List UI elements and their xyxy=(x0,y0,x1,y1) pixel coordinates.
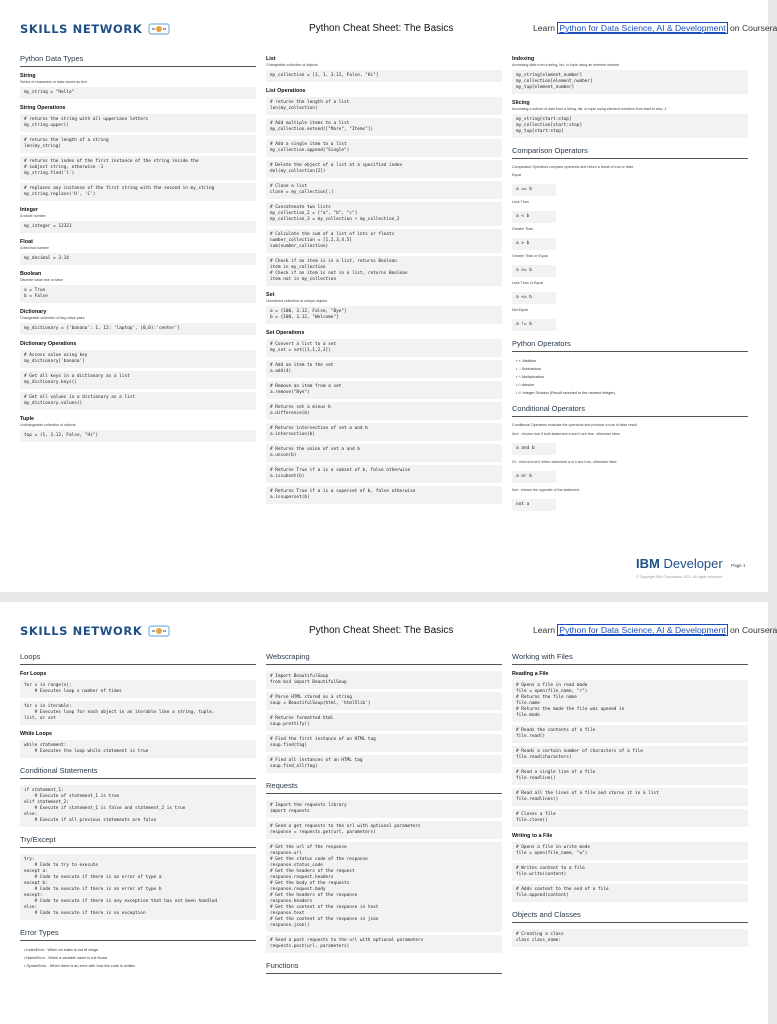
code-block: a <= b xyxy=(512,292,556,304)
column-indexing-operators xyxy=(512,54,748,511)
list-item: • *: Multiplication xyxy=(516,375,544,379)
subheading: For Loops xyxy=(20,671,47,677)
code-block: # Read a single line of a file file.readline() xyxy=(512,767,748,785)
code-block: # Add a single item to a list my_collection.append("Single") xyxy=(266,139,502,157)
cheat-sheet-page-2 xyxy=(0,602,777,1024)
list-item: • NameError - When a variable name is not found xyxy=(24,956,108,960)
section-title: Working with Files xyxy=(512,652,748,665)
python-operators-list xyxy=(512,358,748,396)
page-title: Python Cheat Sheet: The Basics xyxy=(309,23,454,34)
code-block: my_string = "Hello" xyxy=(20,87,256,99)
column-lists-sets xyxy=(266,54,502,504)
code-block: # Find the first instance of an HTML tag soup.find(tag) xyxy=(266,734,502,752)
subheading: Tuple xyxy=(20,416,34,422)
code-block: # Returns the union of set a and b a.union(b) xyxy=(266,444,502,462)
skills-network-logo[interactable] xyxy=(20,22,170,36)
subheading: Dictionary xyxy=(20,309,47,315)
code-block: # Parse HTML stored as a string soup = BeautifulSoup(html, 'html5lib') xyxy=(266,692,502,710)
description: Comparison Operators compare operands and return a result of true or false xyxy=(512,165,634,169)
code-block: # Returns True if a is a superset of b, false otherwise a.issuperset(b) xyxy=(266,486,502,504)
skills-network-logo[interactable] xyxy=(20,624,170,638)
code-block: # Send a get requests to the url with optional parameters response = requests.get(url, parameters) xyxy=(266,821,502,839)
subheading: Boolean xyxy=(20,271,42,277)
code-block: a != b xyxy=(512,319,556,331)
skills-network-icon xyxy=(148,22,170,36)
section-title: Error Types xyxy=(20,928,256,941)
subheading: Integer xyxy=(20,207,38,213)
code-block: # Clone a list clone = my_collection[:] xyxy=(266,181,502,199)
code-block: # Remove an item from a set a.remove("Bye") xyxy=(266,381,502,399)
page-number: Page 1 xyxy=(731,563,746,568)
code-block: tup = (1, 3.12, False, "Hi") xyxy=(20,430,256,442)
operator-label: And - returns true if both statement a and b are true, otherwise false xyxy=(512,432,620,436)
description: Unordered collection of unique objects xyxy=(266,299,328,303)
learn-suffix: on Coursera xyxy=(730,625,777,635)
page-header xyxy=(0,0,777,46)
operator-label: Greater Than or Equal xyxy=(512,254,548,258)
operator-label: Not Equal xyxy=(512,308,528,312)
learn-prefix: Learn xyxy=(533,625,555,635)
column-files xyxy=(512,652,748,947)
operator-label: Less Than or Equal xyxy=(512,281,544,285)
code-block: # Get all keys in a dictionary as a list my_dictionary.keys() xyxy=(20,371,256,389)
code-block: # Opens a file in write mode file = open(file_name, "w") xyxy=(512,842,748,860)
page-header xyxy=(0,602,777,648)
learn-banner xyxy=(533,625,777,635)
learn-prefix: Learn xyxy=(533,23,555,33)
subheading: Indexing xyxy=(512,56,535,62)
code-block: # Opens a file in read mode file = open(file_name, "r") # Returns the file name file.name # Returns the mode the file was opened in file.mode xyxy=(512,680,748,722)
section-title: Python Operators xyxy=(512,339,748,352)
list-item: • -: Subtraction xyxy=(516,367,541,371)
skills-network-icon xyxy=(148,624,170,638)
list-item: • +: Addition xyxy=(516,359,537,363)
operator-label: Equal xyxy=(512,173,522,177)
code-block: # Check if an item is in a list, returns Boolean item in my_collection # Check if an item is not in a list, returns Boolean item not in my_collection xyxy=(266,256,502,286)
code-block: a and b xyxy=(512,443,556,455)
code-block: # Creating a class class class_name: xyxy=(512,929,748,947)
section-title: Comparison Operators xyxy=(512,146,748,159)
code-block: # Send a post requests to the url with optional parameters requests.post(url, parameters) xyxy=(266,935,502,953)
code-block: if statement_1: # Execute of statement_1 is true elif statement_2: # Execute if statement_1 is false and statement_2 is true else: # Execute if all previous statements are false xyxy=(20,785,256,827)
learn-suffix: on Coursera xyxy=(730,23,777,33)
code-block: # Get the url of the response response.url # Get the status code of the response response.status_code # Get the headers of the request response.request.headers # Get the body of the requests response.request.body # Get the headers of the response response.headers # Get the content of the response in text response.text # Get the content of the response in json response.json() xyxy=(266,842,502,932)
code-block: a > b xyxy=(512,238,556,250)
code-block: # Import BeautifulSoup from bs4 import BeautifulSoup xyxy=(266,671,502,689)
code-block: # returns the length of a list len(my_collection) xyxy=(266,97,502,115)
code-block: not a xyxy=(512,499,556,511)
code-block: # Returns intersection of set a and b a.intersection(b) xyxy=(266,423,502,441)
code-block: # Convert a list to a set my_set = set([1,1,2,3]) xyxy=(266,339,502,357)
subheading: List xyxy=(266,56,276,62)
code-block: # Import the requests library import requests xyxy=(266,800,502,818)
section-title: Conditional Statements xyxy=(20,766,256,779)
subheading: String xyxy=(20,73,36,79)
list-item: • IndexError - When an index is out of range xyxy=(24,948,98,952)
code-block: a or b xyxy=(512,471,556,483)
operator-label: Greater Than xyxy=(512,227,534,231)
ibm-developer-logo: IBM Developer xyxy=(636,556,723,571)
operator-label: Less Than xyxy=(512,200,529,204)
description: Accessing a subset of data from a string, list, or tuple using element numbers from start to stop -1 xyxy=(512,107,667,111)
code-block: # returns the index of the first instance of the string inside the # subject string, otherwise -1 my_string.find('l') xyxy=(20,156,256,180)
code-block: my_string[start:stop] my_collection[start:stop] my_tup[start:stop] xyxy=(512,114,748,138)
description: Changeable collection of objects xyxy=(266,63,318,67)
description: Unchangeable collection of objects xyxy=(20,423,76,427)
subheading: String Operations xyxy=(20,105,66,111)
code-block: # Delete the object of a list at a specified index del(my_collection[2]) xyxy=(266,160,502,178)
subheading: Float xyxy=(20,239,33,245)
section-title: Objects and Classes xyxy=(512,910,748,923)
description: Series of characters or data stored as text xyxy=(20,80,87,84)
subheading: Slicing xyxy=(512,100,530,106)
subheading: Reading a File xyxy=(512,671,549,677)
subheading: Set Operations xyxy=(266,330,305,336)
code-block: # Returns formatted html soup.prettify() xyxy=(266,713,502,731)
operator-label: Or - returns true if either statement a or b are true, otherwise false xyxy=(512,460,617,464)
code-block: a < b xyxy=(512,211,556,223)
course-link[interactable]: Python for Data Science, AI & Development xyxy=(559,625,726,635)
code-block: # Returns set a minus b a.difference(b) xyxy=(266,402,502,420)
code-block: a = {100, 3.12, False, "Bye"} b = {100, 3.12, "Welcome"} xyxy=(266,306,502,324)
subheading: Writing to a File xyxy=(512,833,553,839)
code-block: # Adds content to the end of a file file.append(content) xyxy=(512,884,748,902)
code-block: # returns the length of a string len(my_string) xyxy=(20,135,256,153)
code-block: a = True b = False xyxy=(20,285,256,303)
description: Conditional Operators evaluate the operands and produce a true of false result xyxy=(512,423,638,427)
code-block: # Find all instances of an HTML tag soup.find_all(tag) xyxy=(266,755,502,773)
code-block: # replaces any instance of the first string with the second in my_string my_string.replace('H', 'C') xyxy=(20,183,256,201)
copyright: © Copyright IBM Corporation 2021. All rights reserved. xyxy=(636,575,723,579)
code-block: # Returns True if a is a subset of b, false otherwise a.issubset(b) xyxy=(266,465,502,483)
code-block: my_string[element_number] my_collection[element_number] my_tup[element_number] xyxy=(512,70,748,94)
code-block: my_collection = [1, 1, 3.12, False, "Hi"] xyxy=(266,70,502,82)
description: Accessing data from a string, list, or tuple using an element number xyxy=(512,63,620,67)
code-block: # Reads the contents of a file file.read() xyxy=(512,725,748,743)
list-item: • SyntaxError - When there is an error with how the code is written xyxy=(24,964,136,968)
code-block: # Writes content to a file file.write(content) xyxy=(512,863,748,881)
code-block: a >= b xyxy=(512,265,556,277)
code-block: a == b xyxy=(512,184,556,196)
brand-name: SKILLS NETWORK xyxy=(20,22,143,36)
code-block: # returns the string with all uppercase letters my_string.upper() xyxy=(20,114,256,132)
course-link[interactable]: Python for Data Science, AI & Development xyxy=(559,23,726,33)
section-title: Functions xyxy=(266,961,502,974)
code-block: # Get all values in a dictionary as a list my_dictionary.values() xyxy=(20,392,256,410)
code-block: my_integer = 12321 xyxy=(20,221,256,233)
subheading: Set xyxy=(266,292,275,298)
section-title: Requests xyxy=(266,781,502,794)
code-block: my_dictionary = {'banana': 1, 12: 'laptop', (0,0):'center'} xyxy=(20,323,256,335)
operator-label: Not - returns the opposite of the statement xyxy=(512,488,580,492)
code-block: my_decimal = 3.14 xyxy=(20,253,256,265)
subheading: Dictionary Operations xyxy=(20,341,77,347)
brand-name: SKILLS NETWORK xyxy=(20,624,143,638)
column-control-flow xyxy=(20,652,256,969)
list-item: • //: Integer Division (Result rounded to the nearest integer) xyxy=(516,391,616,395)
section-title: Conditional Operators xyxy=(512,404,748,417)
description: A whole number xyxy=(20,214,46,218)
column-data-types xyxy=(20,54,256,442)
code-block: for x in iterable: # Executes loop for each object in an iterable like a string, tuple, list, or set xyxy=(20,701,256,725)
column-web xyxy=(266,652,502,980)
code-block: # Concatenate two lists my_collection_2 = ["a", "b", "c"] my_collection_3 = my_collection + my_collection_2 xyxy=(266,202,502,226)
code-block: # Reads a certain number of characters of a file file.read(characters) xyxy=(512,746,748,764)
code-block: # Closes a file file.close() xyxy=(512,809,748,827)
code-block: # Calculate the sum of a list of ints or floats number_collection = [1,2,3,4.5] sum(number_collection) xyxy=(266,229,502,253)
subheading: List Operations xyxy=(266,88,306,94)
description: A decimal number xyxy=(20,246,49,250)
learn-banner xyxy=(533,23,777,33)
subheading: While Loops xyxy=(20,731,53,737)
code-block: for x in range(x): # Executes loop x number of times xyxy=(20,680,256,698)
code-block: # Access value using key my_dictionary['banana'] xyxy=(20,350,256,368)
section-title: Try/Except xyxy=(20,835,256,848)
code-block: while statement: # Executes the loop while statement is true xyxy=(20,740,256,758)
code-block: try: # Code to try to execute except a: # Code to execute if there is an error of type a except b: # Code to execute if there is an error of type b except: # Code to execute if there is any exception that has not been handled else: # Code to execute if there is no exception xyxy=(20,854,256,920)
list-item: • /: division xyxy=(516,383,535,387)
code-block: # Read all the lines of a file and stores it in a list file.readlines() xyxy=(512,788,748,806)
description: Changeable collection of key-value pairs xyxy=(20,316,85,320)
code-block: # Add multiple items to a list my_collection.extend(["More", "Items"]) xyxy=(266,118,502,136)
description: Discrete value true or false xyxy=(20,278,63,282)
code-block: # Add an item to the set a.add(4) xyxy=(266,360,502,378)
section-title: Loops xyxy=(20,652,256,665)
section-title: Webscraping xyxy=(266,652,502,665)
page-title: Python Cheat Sheet: The Basics xyxy=(309,625,454,636)
section-title: Python Data Types xyxy=(20,54,256,67)
